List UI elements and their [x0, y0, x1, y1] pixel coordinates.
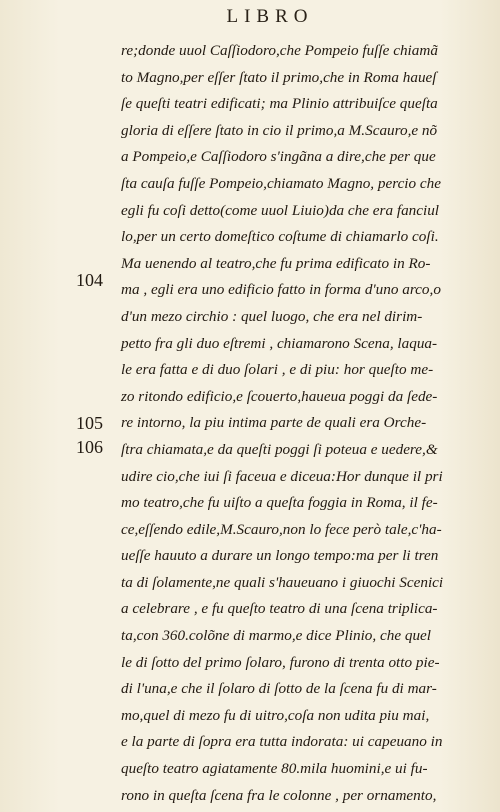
text-line: queſto teatro agiatamente 80.mila huomini,e ui fu- — [121, 760, 428, 778]
text-line: rono in queſta ſcena fra le colonne , per ornamento, — [121, 786, 437, 804]
text-line: a Pompeio,e Caſſiodoro s'ingãna a dire,che per que — [121, 148, 436, 166]
text-line: ma , egli era uno edificio fatto in forma d'uno arco,o — [121, 281, 441, 299]
text-line: mo,quel di mezo fu di uitro,coſa non udita piu mai, — [121, 706, 430, 724]
text-line: e la parte di ſopra era tutta indorata: ui capeuano in — [121, 733, 443, 751]
running-header — [0, 6, 500, 28]
text-line: le era fatta e di duo ſolari , e di piu: hor queſto me- — [121, 361, 434, 379]
text-line: ſtra chiamata,e da queſti poggi ſi poteua e uedere,& — [121, 440, 438, 458]
text-line: zo ritondo edificio,e ſcouerto,haueua poggi da ſede- — [121, 387, 438, 405]
text-line: to Magno,per eſſer ſtato il primo,che in Roma haueſ — [121, 68, 437, 86]
text-line: Ma uenendo al teatro,che fu prima edificato in Ro- — [121, 254, 431, 272]
text-line: ſta cauſa fuſſe Pompeio,chiamato Magno, percio che — [121, 174, 441, 192]
text-line: di l'una,e che il ſolaro di ſotto de la ſcena fu di mar- — [121, 680, 437, 698]
text-line: ueſſe hauuto a durare un longo tempo:ma per li tren — [121, 547, 439, 565]
text-line: ce,eſſendo edile,M.Scauro,non lo fece però tale,c'ha- — [121, 520, 442, 538]
text-line: re;donde uuol Caſſiodoro,che Pompeio fuſſe chiamã — [121, 42, 438, 59]
text-line: egli fu coſi detto(come uuol Liuio)da che era fanciul — [121, 201, 440, 219]
text-line: mo teatro,che fu uiſto a queſta foggia in Roma, il fe- — [121, 494, 438, 512]
marginal-number: 105 — [76, 413, 103, 433]
running-title: LIBRO — [226, 6, 314, 27]
text-line: petto fra gli duo eſtremi , chiamarono Scena, laqua- — [121, 334, 438, 352]
text-line: gloria di eſſere ſtato in cio il primo,a M.Scauro,e nõ — [121, 121, 438, 139]
text-line: re intorno, la piu intima parte de quali era Orche- — [121, 414, 427, 432]
text-line: a celebrare , e fu queſto teatro di una ſcena triplica- — [121, 600, 438, 618]
text-line: ſe queſti teatri edificati; ma Plinio attribuiſce queſta — [121, 95, 438, 113]
marginal-number: 104 — [76, 270, 103, 290]
text-line: ta,con 360.colõne di marmo,e dice Plinio, che quel — [121, 627, 432, 645]
text-line: udire cio,che iui ſi faceua e diceua:Hor dunque il pri — [121, 467, 443, 485]
text-line: le di ſotto del primo ſolaro, furono di trenta otto pie- — [121, 653, 440, 671]
marginal-number: 106 — [76, 437, 103, 457]
text-line: d'un mezo circhio : quel luogo, che era nel dirim- — [121, 307, 423, 325]
text-line: ta di ſolamente,ne quali s'haueuano i giuochi Scenici — [121, 573, 444, 591]
body-text — [121, 38, 477, 809]
text-line: lo,per un certo domeſtico coſtume di chiamarlo coſi. — [121, 228, 439, 246]
